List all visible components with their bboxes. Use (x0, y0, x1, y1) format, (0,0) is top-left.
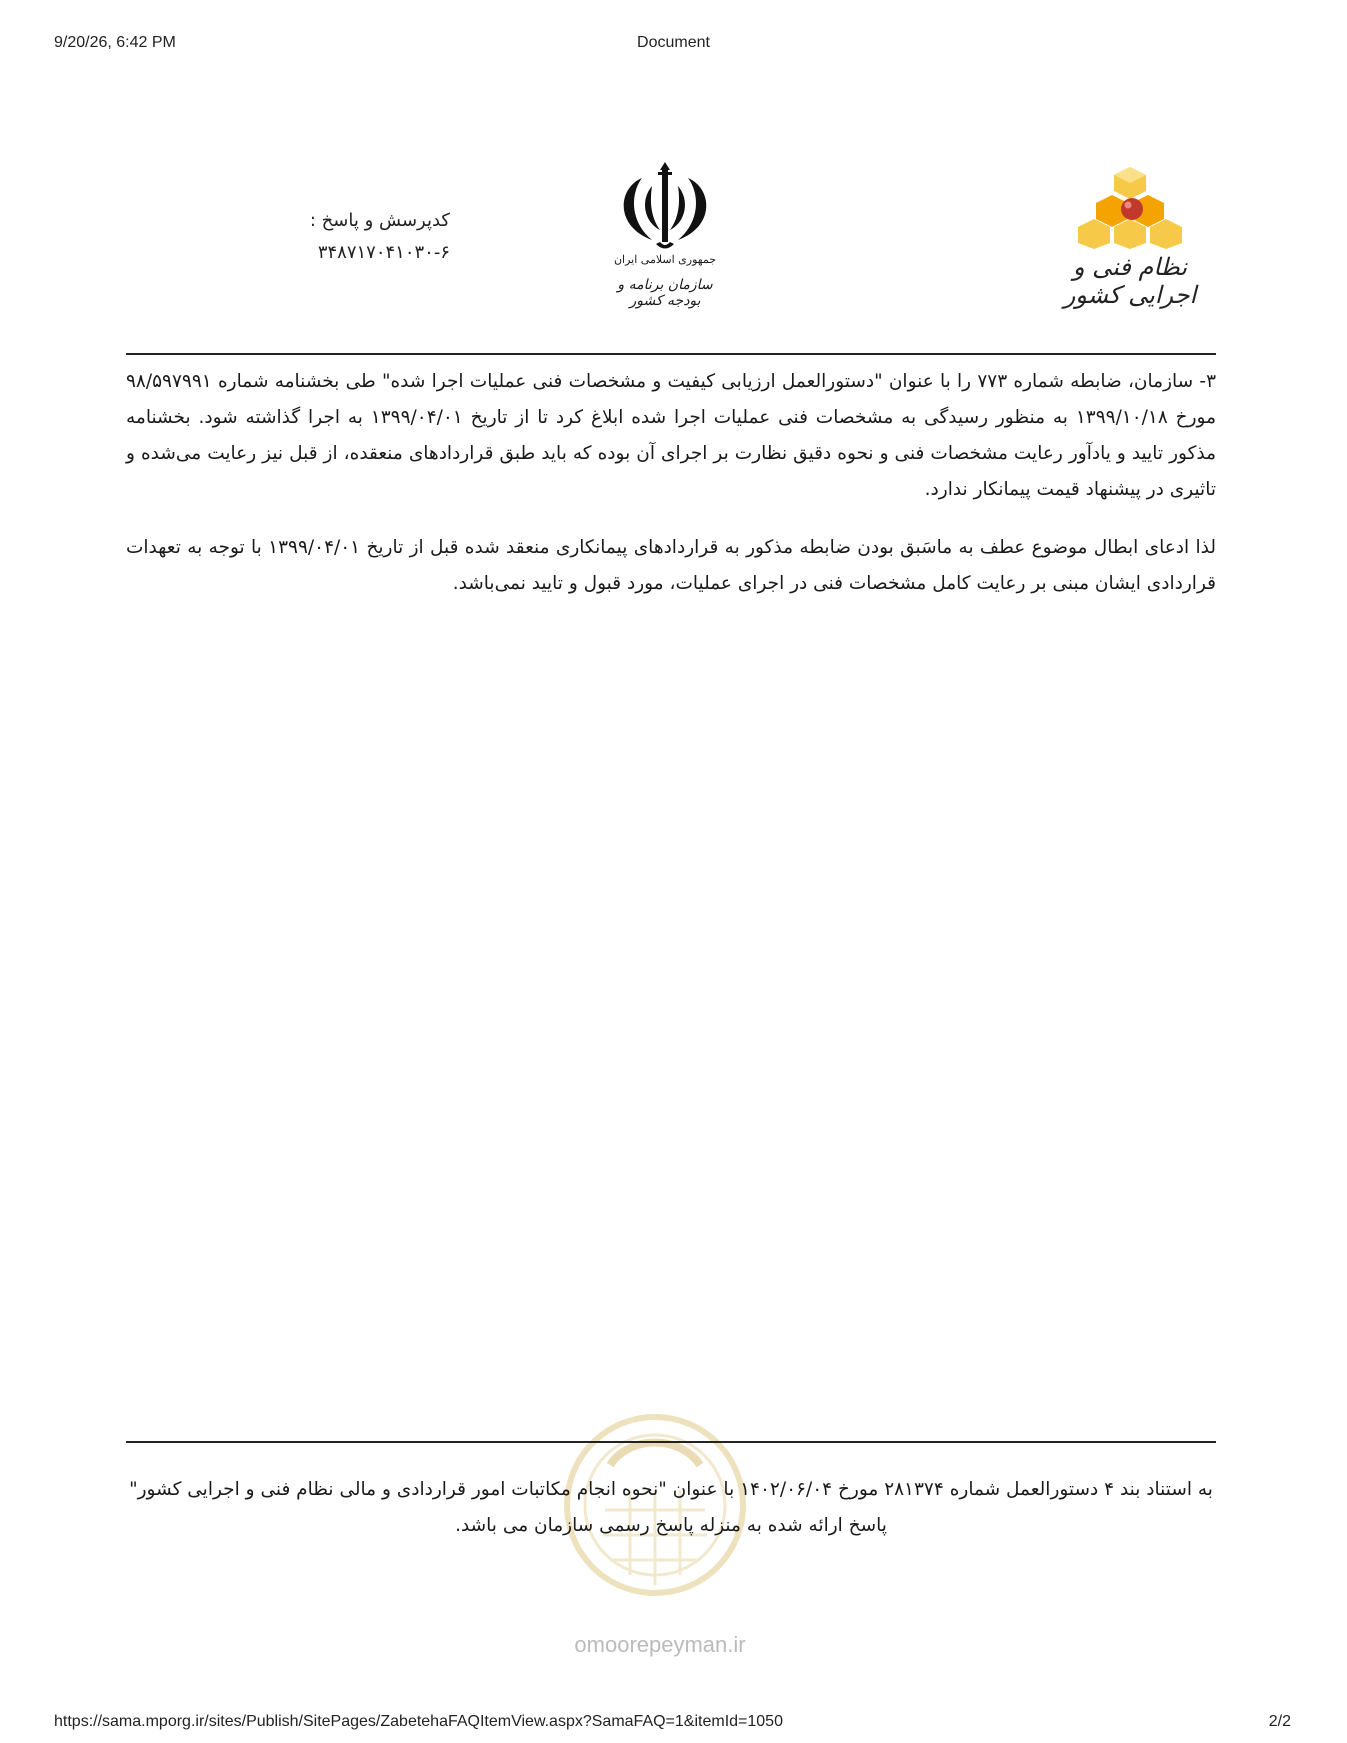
letter-body (126, 364, 1216, 624)
iran-emblem-icon (600, 160, 730, 252)
header-divider (126, 353, 1216, 355)
emblem-caption-country: جمهوری اسلامی ایران (613, 253, 717, 266)
footer-divider (126, 1441, 1216, 1443)
print-title: Document (637, 34, 710, 51)
technical-system-logo (1050, 165, 1210, 309)
stacked-cubes-logo-icon (1050, 165, 1210, 250)
print-header (0, 34, 1347, 54)
official-response-note: به استناد بند ۴ دستورالعمل شماره ۲۸۱۳۷۴ مورخ ۱۴۰۲/۰۶/۰۴ با عنوان "نحوه انجام مکاتبات امور قراردادی و مالی نظام فنی و اجرایی کشور" پاسخ ارائه شده به منزله پاسخ رسمی سازمان می باشد. (129, 1479, 1213, 1536)
question-code-label: کدپرسش و پاسخ : (309, 210, 450, 231)
print-datetime: 9/20/26, 6:42 PM (54, 34, 176, 51)
iran-emblem-block (600, 160, 730, 310)
print-footer (0, 1713, 1347, 1733)
watermark-site-text: omoorepeyman.ir (574, 1632, 746, 1657)
question-code-value: ۳۴۸۷۱۷۰۴۱۰۳۰-۶ (317, 242, 450, 263)
emblem-caption-organization: سازمان برنامه و بودجه کشور (617, 277, 713, 309)
logo-caption: نظام فنی و اجرایی کشور (1063, 253, 1197, 309)
print-url: https://sama.mporg.ir/sites/Publish/SitePages/ZabetehaFAQItemView.aspx?SamaFAQ=1&itemId=1050 (54, 1713, 783, 1730)
question-code-block (250, 205, 450, 269)
body-paragraph-1: ۳- سازمان، ضابطه شماره ۷۷۳ را با عنوان "دستورالعمل ارزیابی کیفیت و مشخصات فنی عملیات اجرا شده" طی بخشنامه شماره ۹۸/۵۹۷۹۹۱ مورخ ۱۳۹۹/۱۰/۱۸ به منظور رسیدگی به مشخصات فنی عملیات اجرا شده ابلاغ کرد تا از تاریخ ۱۳۹۹/۰۴/۰۱ به اجرا گذاشته شود. بخشنامه مذکور تایید و یادآور رعایت مشخصات فنی و نحوه دقیق نظارت بر اجرای آن بوده که باید طبق قراردادهای منعقده، از قبل نیز رعایت می‌شده و تاثیری در پیشنهاد قیمت پیمانکار ندارد. (126, 371, 1216, 500)
print-page-number: 2/2 (1268, 1713, 1291, 1730)
body-paragraph-2: لذا ادعای ابطال موضوع عطف به ماسَبق بودن ضابطه مذکور به قراردادهای پیمانکاری منعقد شده قبل از تاریخ ۱۳۹۹/۰۴/۰۱ با توجه به تعهدات قراردادی ایشان مبنی بر رعایت کامل مشخصات فنی در اجرای عملیات، مورد قبول و تایید نمی‌باشد. (126, 537, 1216, 594)
